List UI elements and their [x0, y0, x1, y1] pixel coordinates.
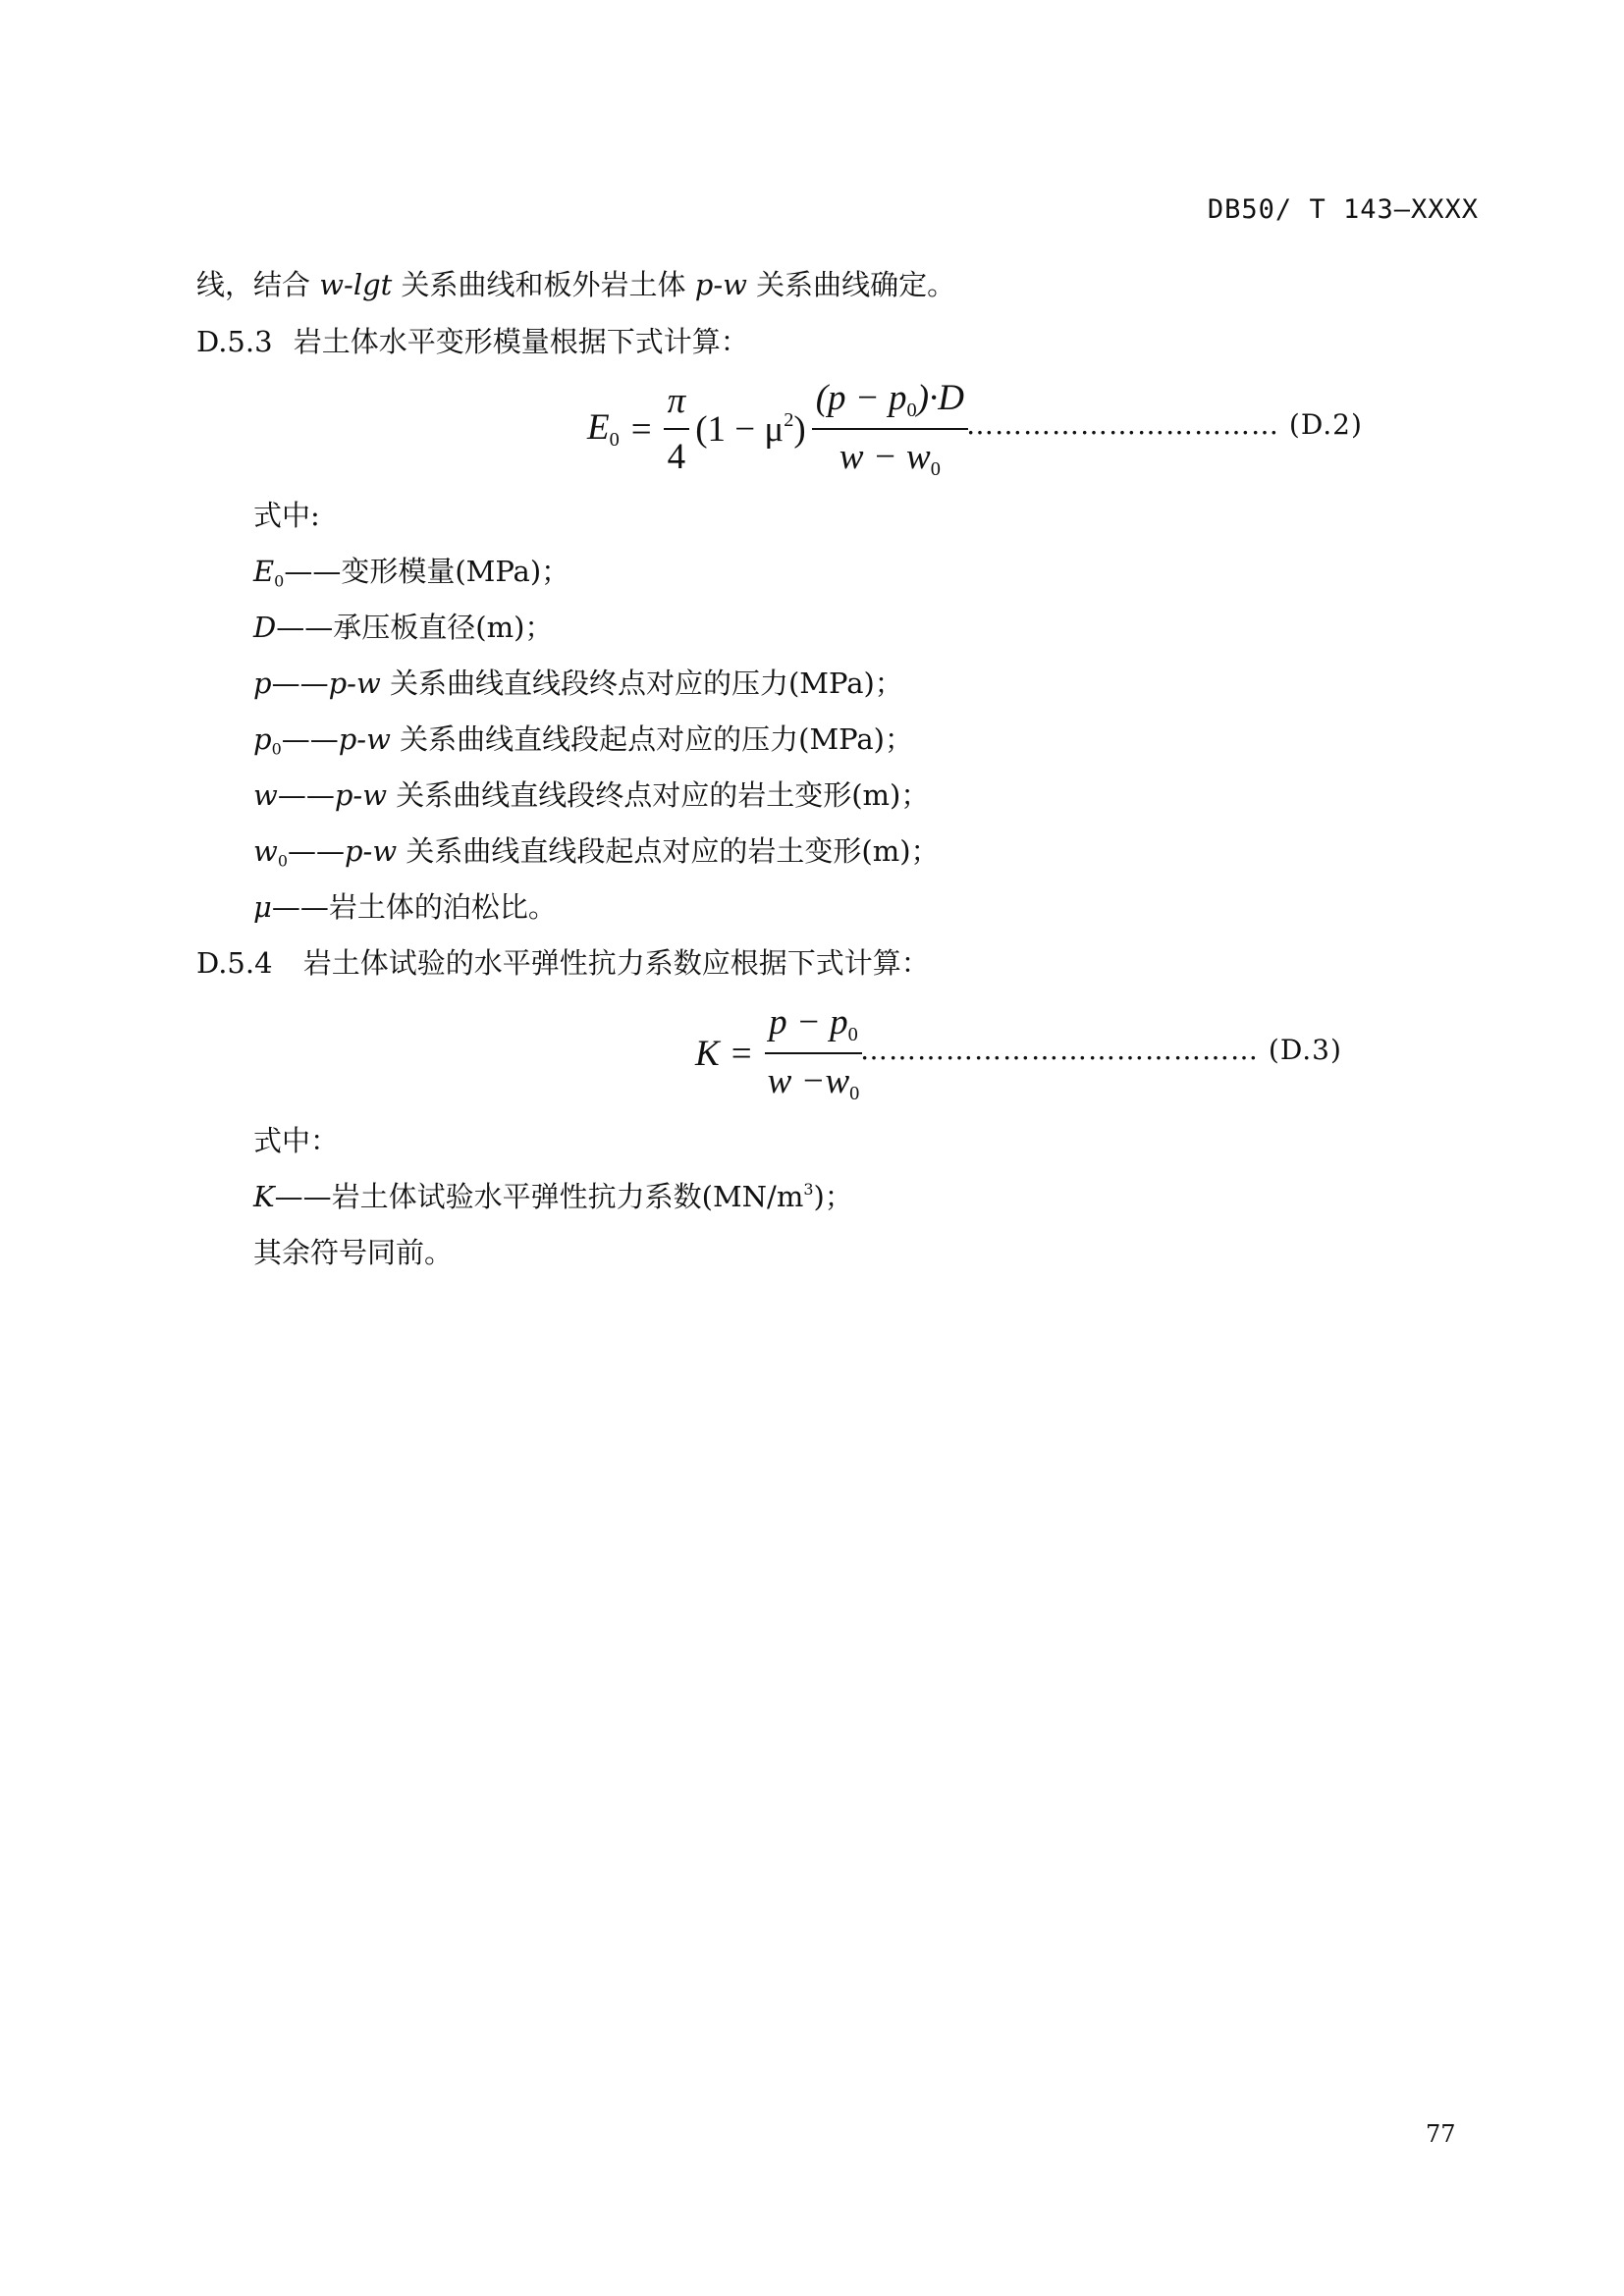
formula-d2-leader: …………………………… (D.2) — [966, 408, 1363, 441]
math-variable: w-lgt — [319, 268, 393, 301]
where-label: 式中: — [253, 499, 320, 532]
clause-text: 岩土体水平变形模量根据下式计算： — [293, 325, 749, 358]
definition-item: $p_0——p-w$ 关系曲线直线段起点对应的压力(MPa)； — [253, 722, 913, 759]
definition-item: μ——岩土体的泊松比。 — [253, 890, 557, 924]
equals-sign: = — [731, 1033, 752, 1074]
definition-item: p——p-w 关系曲线直线段终点对应的压力(MPa)； — [253, 667, 903, 700]
text-segment: 关系曲线确定。 — [746, 268, 956, 301]
clause-d54 — [196, 941, 930, 982]
resistance-fraction: $\frac{p - p_0}{w -w_0}$ — [764, 1001, 864, 1105]
pressure-deformation-fraction: $\frac{(p - p_0)\cdot D}{w - w_0}$ — [812, 377, 968, 481]
formula-d3-leader: …………………………………… (D.3) — [860, 1034, 1342, 1066]
text-segment: 线，结合 — [196, 268, 320, 301]
definition-item: $E_0——$变形模量(MPa)； — [253, 555, 570, 591]
text-segment: 关系曲线和板外岩土体 — [392, 268, 695, 301]
formula-d2 — [587, 377, 968, 481]
page-number: 77 — [1426, 2120, 1456, 2148]
formula-label: (D.2) — [1288, 408, 1363, 441]
formula-d3 — [695, 1001, 863, 1105]
math-variable: p-w — [694, 268, 747, 301]
definition-item: K——岩土体试验水平弹性抗力系数$(MN/m^3)$； — [253, 1180, 853, 1213]
definition-item: w——p-w 关系曲线直线段终点对应的岩土变形(m)； — [253, 778, 930, 812]
definition-item: $w_0——p-w$ 关系曲线直线段起点对应的岩土变形(m)； — [253, 834, 940, 871]
where-label: 式中： — [253, 1124, 340, 1157]
equals-sign: = — [630, 408, 652, 450]
definition-item: D——承压板直径(m)； — [253, 611, 554, 644]
document-code-header: DB50/ T 143—XXXX — [1207, 194, 1479, 225]
formula-label: (D.3) — [1268, 1034, 1342, 1066]
clause-text: 岩土体试验的水平弹性抗力系数应根据下式计算： — [302, 946, 930, 980]
clause-d53 — [196, 320, 749, 360]
pi-over-four: $\frac{\pi}{4}$ — [664, 380, 690, 478]
formula-lhs: $E_0$ — [587, 407, 620, 452]
clause-number: D.5.4 — [196, 946, 273, 980]
clause-number: D.5.3 — [196, 325, 273, 358]
paragraph-continuation — [196, 263, 955, 303]
formula-lhs: K — [695, 1033, 720, 1074]
poisson-term: $(1 - \mu^2)$ — [695, 408, 806, 450]
note-other-symbols: 其余符号同前。 — [253, 1236, 454, 1269]
